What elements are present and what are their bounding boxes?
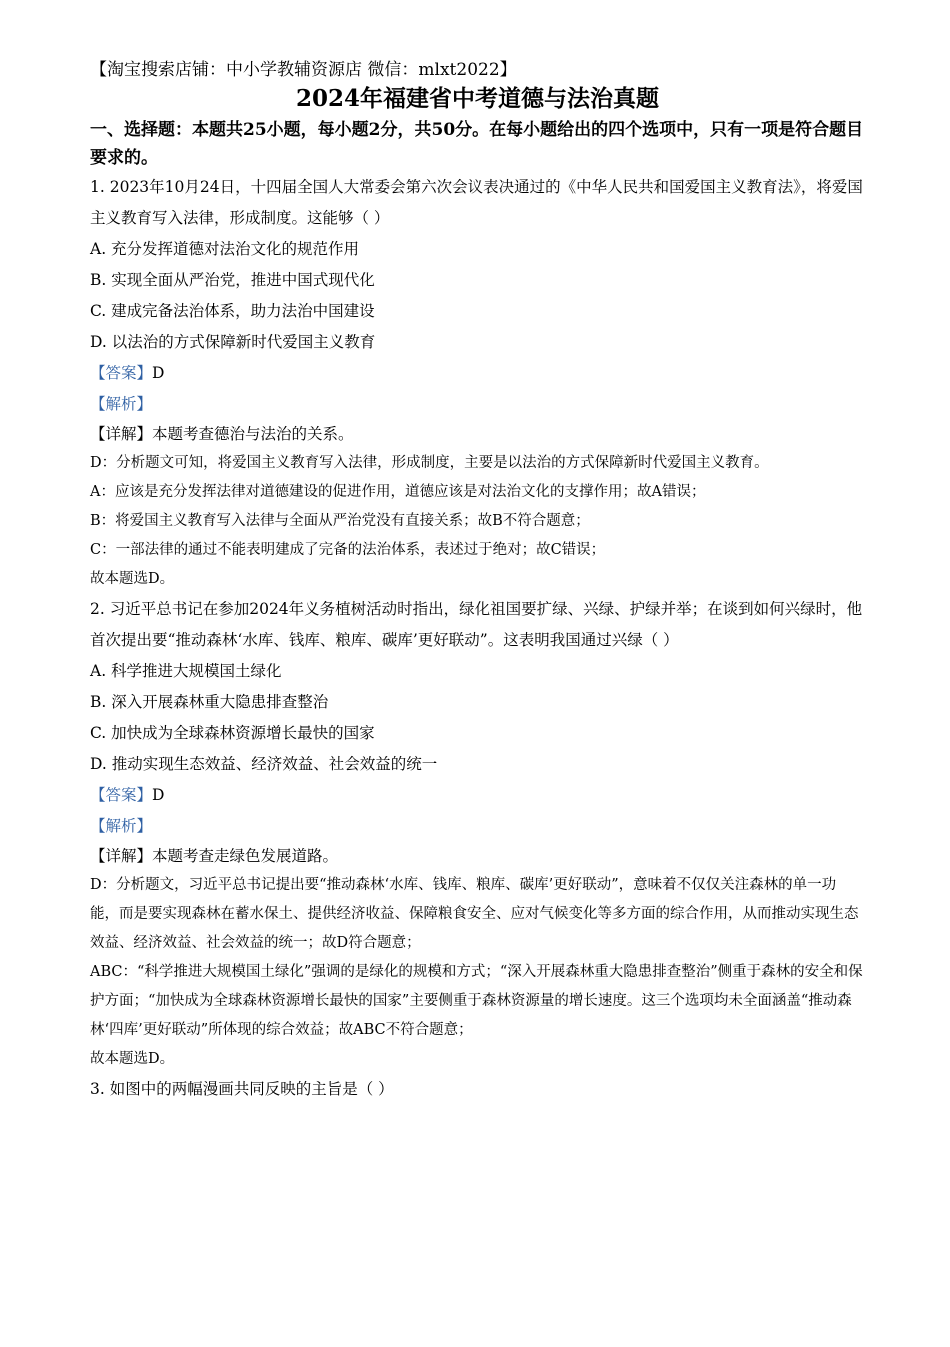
analysis-conclusion: 故本题选D。 — [90, 1051, 175, 1067]
answer-line — [90, 358, 865, 389]
shop-info-line: 【淘宝搜索店铺：中小学教辅资源店 微信：mlxt2022】 — [90, 60, 517, 80]
detail-text: 【详解】本题考查走绿色发展道路。 — [90, 847, 339, 865]
analysis-paragraph: C：一部法律的通过不能表明建成了完备的法治体系，表述过于绝对；故C错误； — [90, 542, 606, 558]
analysis-line — [90, 389, 865, 420]
analysis-tag: 【解析】 — [90, 817, 153, 835]
section-heading: 一、选择题：本题共25小题，每小题2分，共50分。在每小题给出的四个选项中，只有一项是符合题目要求的。 — [90, 120, 864, 168]
analysis-conclusion: 故本题选D。 — [90, 571, 175, 587]
answer-tag: 【答案】 — [90, 786, 153, 804]
analysis-paragraph: D：分析题文可知，将爱国主义教育写入法律，形成制度，主要是以法治的方式保障新时代爱国主义教育。 — [90, 455, 769, 471]
option-d: D. 推动实现生态效益、经济效益、社会效益的统一 — [90, 755, 438, 773]
option-c: C. 建成完备法治体系，助力法治中国建设 — [90, 302, 375, 320]
analysis-paragraph: A：应该是充分发挥法律对道德建设的促进作用，道德应该是对法治文化的支撑作用；故A错误； — [90, 484, 706, 500]
answer-value: D — [152, 364, 165, 382]
option-b: B. 深入开展森林重大隐患排查整治 — [90, 693, 329, 711]
analysis-paragraph: D：分析题文，习近平总书记提出要“推动森林‘水库、钱库、粮库、碳库’更好联动”，意味着不仅仅关注森林的单一功能，而是要实现森林在蓄水保土、提供经济收益、保障粮食安全、应对气候变化等多方面的综合作用，从而推动实现生态效益、经济效益、社会效益的统一；故D符合题意； — [90, 877, 859, 951]
analysis-line — [90, 811, 865, 842]
analysis-tag: 【解析】 — [90, 395, 153, 413]
question-stem: 1. 2023年10月24日，十四届全国人大常委会第六次会议表决通过的《中华人民共和国爱国主义教育法》，将爱国主义教育写入法律，形成制度。这能够（ ） — [90, 178, 863, 227]
analysis-paragraph: ABC：“科学推进大规模国土绿化”强调的是绿化的规模和方式；“深入开展森林重大隐患排查整治”侧重于森林的安全和保护方面；“加快成为全球森林资源增长最快的国家”主要侧重于森林资源量的增长速度。这三个选项均未全面涵盖“推动森林‘四库’更好联动”所体现的综合效益；故ABC不符合题意； — [90, 964, 863, 1038]
option-a: A. 充分发挥道德对法治文化的规范作用 — [90, 240, 360, 258]
option-a: A. 科学推进大规模国土绿化 — [90, 662, 282, 680]
question-stem: 2. 习近平总书记在参加2024年义务植树活动时指出，绿化祖国要扩绿、兴绿、护绿并举；在谈到如何兴绿时，他首次提出要“推动森林‘水库、钱库、粮库、碳库’更好联动”。这表明我国通过兴绿（ ） — [90, 600, 863, 649]
answer-value: D — [152, 786, 165, 804]
detail-text: 【详解】本题考查德治与法治的关系。 — [90, 425, 354, 443]
question-stem: 3. 如图中的两幅漫画共同反映的主旨是（ ） — [90, 1080, 394, 1098]
option-d: D. 以法治的方式保障新时代爱国主义教育 — [90, 333, 376, 351]
option-b: B. 实现全面从严治党，推进中国式现代化 — [90, 271, 375, 289]
document-page — [90, 56, 865, 1105]
answer-tag: 【答案】 — [90, 364, 153, 382]
analysis-paragraph: B：将爱国主义教育写入法律与全面从严治党没有直接关系；故B不符合题意； — [90, 513, 590, 529]
exam-title: 2024年福建省中考道德与法治真题 — [295, 85, 659, 112]
option-c: C. 加快成为全球森林资源增长最快的国家 — [90, 724, 375, 742]
question-3 — [90, 1074, 865, 1105]
question-1 — [90, 172, 865, 594]
question-2 — [90, 594, 865, 1074]
answer-line — [90, 780, 865, 811]
